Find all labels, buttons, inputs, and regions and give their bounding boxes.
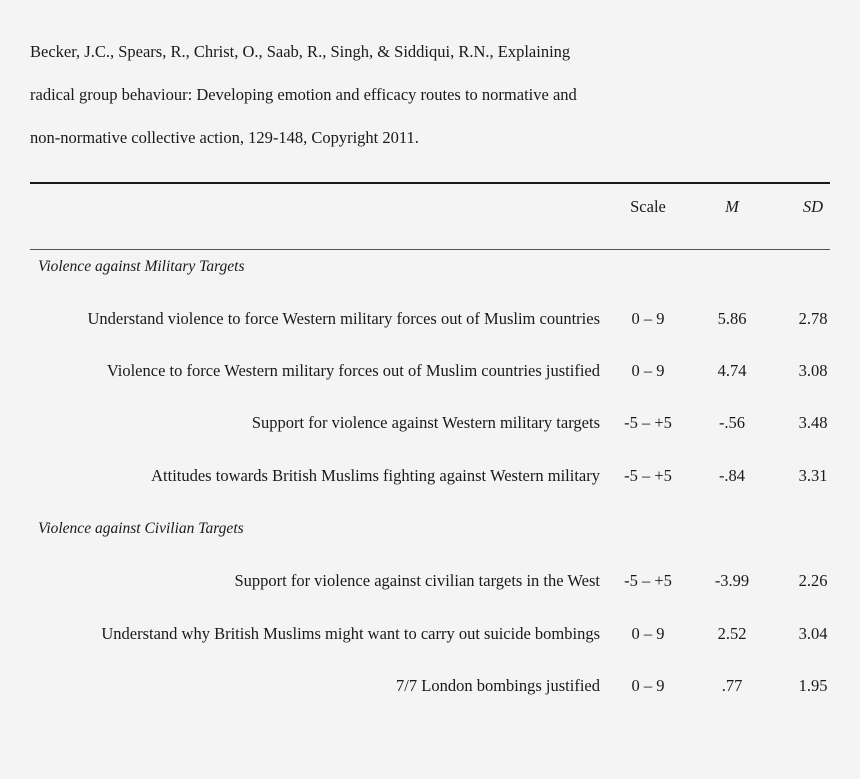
- table-row: [0, 671, 860, 701]
- row-sd: 3.04: [798, 624, 828, 643]
- table-row: [0, 304, 860, 334]
- row-sd: 2.26: [798, 571, 828, 590]
- table-header-row: [0, 192, 860, 222]
- table-header-rule: [30, 249, 830, 250]
- row-item: Violence to force Western military forces out of Muslim countries justified: [106, 361, 600, 380]
- row-sd: 3.31: [798, 466, 828, 485]
- table-row: [0, 566, 860, 596]
- citation-line: radical group behaviour: Developing emotion and efficacy routes to normative and: [30, 85, 577, 104]
- row-item: Understand violence to force Western military forces out of Muslim countries: [87, 309, 600, 328]
- row-item: Support for violence against civilian targets in the West: [234, 571, 600, 590]
- row-mean: -3.99: [714, 571, 750, 590]
- row-mean: -.84: [718, 466, 746, 485]
- row-scale: 0 – 9: [631, 676, 665, 695]
- row-scale: 0 – 9: [631, 624, 665, 643]
- header-mean: M: [725, 197, 739, 216]
- row-scale: 0 – 9: [631, 361, 665, 380]
- section-title: Violence against Civilian Targets: [38, 520, 244, 537]
- section-heading-civilian: [0, 514, 860, 544]
- table-row: [0, 356, 860, 386]
- row-mean: 5.86: [717, 309, 747, 328]
- row-scale: -5 – +5: [624, 413, 672, 432]
- table-row: [0, 461, 860, 491]
- row-sd: 2.78: [798, 309, 828, 328]
- row-mean: 4.74: [717, 361, 747, 380]
- row-scale: -5 – +5: [624, 466, 672, 485]
- row-sd: 3.08: [798, 361, 828, 380]
- row-mean: -.56: [718, 413, 746, 432]
- table-row: [0, 619, 860, 649]
- row-item: 7/7 London bombings justified: [396, 676, 600, 695]
- row-item: Attitudes towards British Muslims fighting against Western military: [151, 466, 600, 485]
- header-sd: SD: [802, 197, 824, 216]
- row-scale: -5 – +5: [624, 571, 672, 590]
- row-sd: 1.95: [798, 676, 828, 695]
- header-scale: Scale: [630, 197, 666, 216]
- row-sd: 3.48: [798, 413, 828, 432]
- table-top-rule: [30, 182, 830, 184]
- row-item: Understand why British Muslims might want to carry out suicide bombings: [101, 624, 600, 643]
- citation-line: Becker, J.C., Spears, R., Christ, O., Saab, R., Singh, & Siddiqui, R.N., Explaining: [30, 42, 571, 61]
- section-heading-military: [0, 252, 860, 282]
- section-title: Violence against Military Targets: [38, 258, 245, 275]
- row-mean: .77: [721, 676, 743, 695]
- row-mean: 2.52: [717, 624, 747, 643]
- citation: [30, 30, 810, 159]
- citation-line: non-normative collective action, 129-148, Copyright 2011.: [30, 128, 419, 147]
- table-row: [0, 408, 860, 438]
- row-scale: 0 – 9: [631, 309, 665, 328]
- row-item: Support for violence against Western military targets: [251, 413, 600, 432]
